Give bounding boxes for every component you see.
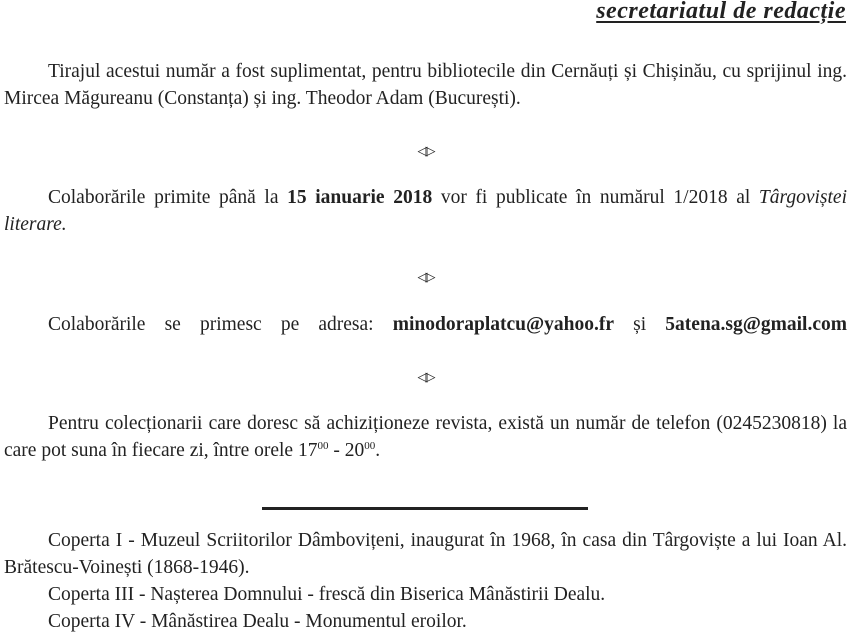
print-run-paragraph: Tirajul acestui număr a fost suplimentat, pentru bibliotecile din Cernăuți și Chișinău, cu sprijinul ing. Mircea Măgureanu (Constanța) și ing. Theodor Adam (București). [4,61,847,109]
submission-address-paragraph [4,311,847,338]
deadline-text-after: vor fi publicate în numărul 1/2018 al [432,187,759,208]
hour-start-superscript: 00 [317,440,329,452]
cover-caption-1: Coperta I - Muzeul Scriitorilor Dâmbovițeni, inaugurat în 1968, în casa din Târgoviște a lui Ioan Al. Brătescu-Voinești (1868-1946). [4,530,847,578]
email-link-1[interactable]: minodoraplatcu@yahoo.fr [392,314,615,335]
address-text-before: Colaborările se primesc pe adresa: [48,314,393,335]
phone-text-before: Pentru colecționarii care doresc să achiziționeze revista, există un număr de telefon (0245230818) la care pot suna în fiecare zi, între orele 17 [4,413,847,461]
phone-text-after: . [375,440,381,461]
deadline-date: 15 ianuarie 2018 [287,187,433,208]
phone-text-mid: - 20 [328,440,365,461]
cover-caption-4: Coperta IV - Mânăstirea Dealu - Monumentul eroilor. [48,611,467,632]
horizontal-rule [262,507,588,510]
section-header: secretariatul de redacție [596,0,846,24]
separator-ornament-2: ◁▷ [417,269,434,284]
address-text-between: și [614,314,666,335]
email-link-2[interactable]: 5atena.sg@gmail.com [665,314,847,335]
deadline-text-before: Colaborările primite până la [48,187,288,208]
cover-caption-3: Coperta III - Nașterea Domnului - frescă din Biserica Mânăstirii Dealu. [48,584,606,605]
collectors-phone-paragraph [4,410,847,464]
journal-name: Târgoviștei literare. [4,187,848,235]
hour-end-superscript: 00 [364,440,376,452]
separator-ornament-1: ◁▷ [417,143,434,158]
separator-ornament-3: ◁▷ [417,369,434,384]
cover-captions [4,527,847,635]
submission-deadline-paragraph [4,184,847,238]
